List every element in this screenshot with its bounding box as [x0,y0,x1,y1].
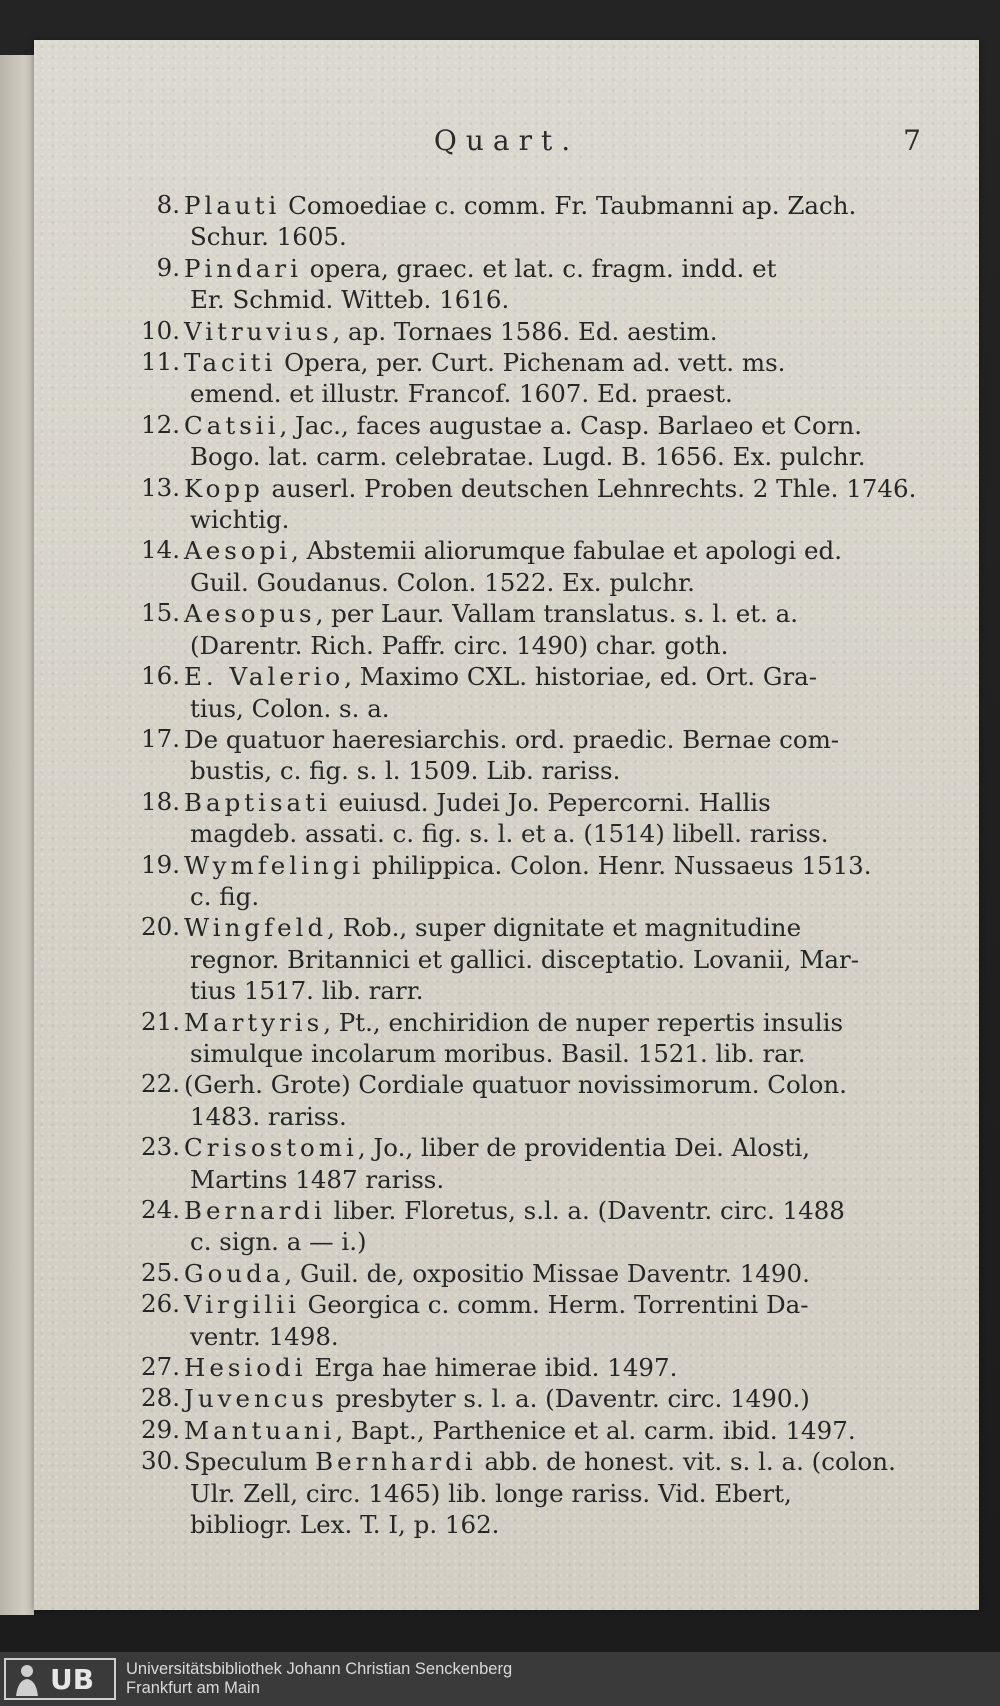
entry-line: Wymfelingi philippica. Colon. Henr. Nussaeus 1513. [184,850,872,880]
catalog-entry [110,598,930,661]
page-number: 7 [903,124,921,157]
entry-number: 16. [141,661,180,691]
facing-page-edge [0,55,34,1615]
author-name: Baptisati [184,787,331,817]
entry-line: Bernardi liber. Floretus, s.l. a. (Daventr. circ. 1488 [184,1196,845,1225]
entry-line: c. fig. [190,881,260,911]
catalog-entry [110,724,930,787]
entry-line: De quatuor haeresiarchis. ord. praedic. Bernae com- [184,724,840,754]
entry-line: Wingfeld, Rob., super dignitate et magnitudine [184,913,802,943]
entry-line: Ulr. Zell, circ. 1465) lib. longe rariss. Vid. Ebert, [190,1478,792,1508]
entry-line: Gouda, Guil. de, oxpositio Missae Daventr. 1490. [184,1258,810,1288]
author-name: Bernhardi [315,1447,477,1477]
catalog-entries [110,190,930,1540]
entry-line: Taciti Opera, per. Curt. Pichenam ad. vett. ms. [184,348,786,378]
author-name: Hesiodi [184,1353,307,1383]
catalog-entry [110,1195,930,1258]
entry-line: tius, Colon. s. a. [190,693,390,723]
author-name: Virgilii [184,1290,300,1320]
entry-line: Martins 1487 rariss. [190,1164,445,1194]
entry-line: Baptisati euiusd. Judei Jo. Pepercorni. Hallis [184,787,771,817]
catalog-entry [110,473,930,536]
ub-logo-text: UB [50,1662,95,1696]
catalog-entry [110,1007,930,1070]
institution-line-1: Universitätsbibliothek Johann Christian Senckenberg [126,1660,513,1678]
entry-number: 10. [141,315,180,345]
institution-line-2: Frankfurt am Main [126,1679,260,1697]
entry-number: 23. [141,1132,180,1162]
author-name: Crisostomi [184,1133,358,1163]
entry-line: (Darentr. Rich. Paffr. circ. 1490) char. goth. [190,630,729,660]
author-name: Pindari [184,253,302,283]
entry-line: Crisostomi, Jo., liber de providentia Dei. Alosti, [184,1133,810,1163]
entry-line: Hesiodi Erga hae himerae ibid. 1497. [184,1353,678,1383]
entry-line: Kopp auserl. Proben deutschen Lehnrechts. 2 Thle. 1746. [184,473,917,503]
entry-line: Guil. Goudanus. Colon. 1522. Ex. pulchr. [190,567,695,597]
entry-number: 14. [141,535,180,565]
entry-number: 9. [156,252,180,282]
entry-number: 12. [141,409,180,439]
catalog-entry [110,787,930,850]
catalog-entry [110,190,930,253]
ub-logo [4,1658,116,1700]
catalog-entry [110,253,930,316]
catalog-entry [110,535,930,598]
entry-line: regnor. Britannici et gallici. disceptatio. Lovanii, Mar- [190,944,860,974]
entry-line: Pindari opera, graec. et lat. c. fragm. indd. et [184,253,777,283]
catalog-entry [110,1383,930,1414]
author-name: Aesopi [184,536,292,566]
entry-number: 26. [141,1289,180,1319]
entry-number: 19. [141,849,180,879]
entry-line: magdeb. assati. c. fig. s. l. et a. (1514) libell. rariss. [190,819,829,849]
entry-line: c. sign. a — i.) [190,1227,367,1257]
author-name: Martyris [184,1007,324,1037]
entry-number: 30. [141,1446,180,1476]
entry-line: E. Valerio, Maximo CXL. historiae, ed. Ort. Gra- [184,662,818,692]
entry-number: 28. [141,1383,180,1413]
catalog-entry [110,912,930,1006]
entry-line: Schur. 1605. [190,222,347,252]
institution-name [126,1660,512,1698]
entry-number: 29. [141,1414,180,1444]
catalog-entry [110,410,930,473]
entry-line: Speculum Bernhardi abb. de honest. vit. s. l. a. (colon. [184,1447,896,1477]
catalog-entry [110,1258,930,1289]
author-name: Aesopus [184,599,316,629]
catalog-entry [110,1132,930,1195]
catalog-entry [110,661,930,724]
entry-number: 27. [141,1352,180,1382]
entry-line: bustis, c. fig. s. l. 1509. Lib. rariss. [190,756,621,786]
author-name: Juvencus [184,1384,328,1414]
entry-line: Vitruvius, ap. Tornaes 1586. Ed. aestim. [184,316,718,346]
entry-line: Bogo. lat. carm. celebratae. Lugd. B. 1656. Ex. pulchr. [190,442,866,472]
author-name: Mantuani [184,1415,336,1445]
catalog-entry [110,347,930,410]
footer-bar [0,1652,1000,1706]
entry-line: Juvencus presbyter s. l. a. (Daventr. circ. 1490.) [184,1384,810,1414]
entry-number: 13. [141,472,180,502]
catalog-entry [110,1289,930,1352]
author-name: Catsii [184,410,280,440]
entry-number: 20. [141,912,180,942]
entry-line: wichtig. [190,505,290,535]
entry-number: 11. [141,347,180,377]
catalog-entry [110,316,930,347]
entry-line: Er. Schmid. Witteb. 1616. [190,285,510,315]
entry-line: Virgilii Georgica c. comm. Herm. Torrentini Da- [184,1290,809,1320]
entry-line: Aesopi, Abstemii aliorumque fabulae et apologi ed. [184,536,843,566]
entry-number: 24. [141,1195,180,1224]
catalog-entry [110,1352,930,1383]
entry-line: tius 1517. lib. rarr. [190,976,424,1006]
author-name: E. Valerio [184,662,345,692]
entry-number: 15. [141,598,180,628]
book-page [34,40,979,1610]
library-emblem-icon [8,1660,46,1698]
entry-number: 22. [141,1069,180,1099]
author-name: Bernardi [184,1196,326,1225]
catalog-entry [110,1069,930,1132]
entry-number: 18. [141,786,180,816]
entry-line: 1483. rariss. [190,1101,347,1131]
entry-line: ventr. 1498. [190,1321,339,1351]
entry-line: bibliogr. Lex. T. I, p. 162. [190,1510,500,1540]
author-name: Wingfeld [184,913,328,943]
entry-line: (Gerh. Grote) Cordiale quatuor novissimorum. Colon. [184,1070,847,1100]
catalog-entry [110,1415,930,1446]
entry-line: emend. et illustr. Francof. 1607. Ed. praest. [190,379,733,409]
page-header [34,124,979,164]
entry-line: Plauti Comoediae c. comm. Fr. Taubmanni ap. Zach. [184,191,857,220]
entry-number: 25. [141,1257,180,1287]
entry-number: 17. [141,723,180,753]
author-name: Wymfelingi [184,850,365,880]
entry-line: Mantuani, Bapt., Parthenice et al. carm. ibid. 1497. [184,1415,856,1445]
author-name: Kopp [184,473,264,503]
catalog-entry [110,850,930,913]
entry-line: simulque incolarum moribus. Basil. 1521. lib. rar. [190,1038,806,1068]
entry-line: Aesopus, per Laur. Vallam translatus. s. l. et. a. [184,599,799,629]
catalog-entry [110,1446,930,1540]
author-name: Gouda [184,1258,285,1288]
running-head: Quart. [433,124,580,157]
author-name: Taciti [184,348,277,378]
entry-number: 8. [156,190,180,219]
author-name: Plauti [184,191,281,220]
entry-line: Catsii, Jac., faces augustae a. Casp. Barlaeo et Corn. [184,410,863,440]
entry-number: 21. [141,1006,180,1036]
author-name: Vitruvius [184,316,333,346]
entry-line: Martyris, Pt., enchiridion de nuper repertis insulis [184,1007,844,1037]
